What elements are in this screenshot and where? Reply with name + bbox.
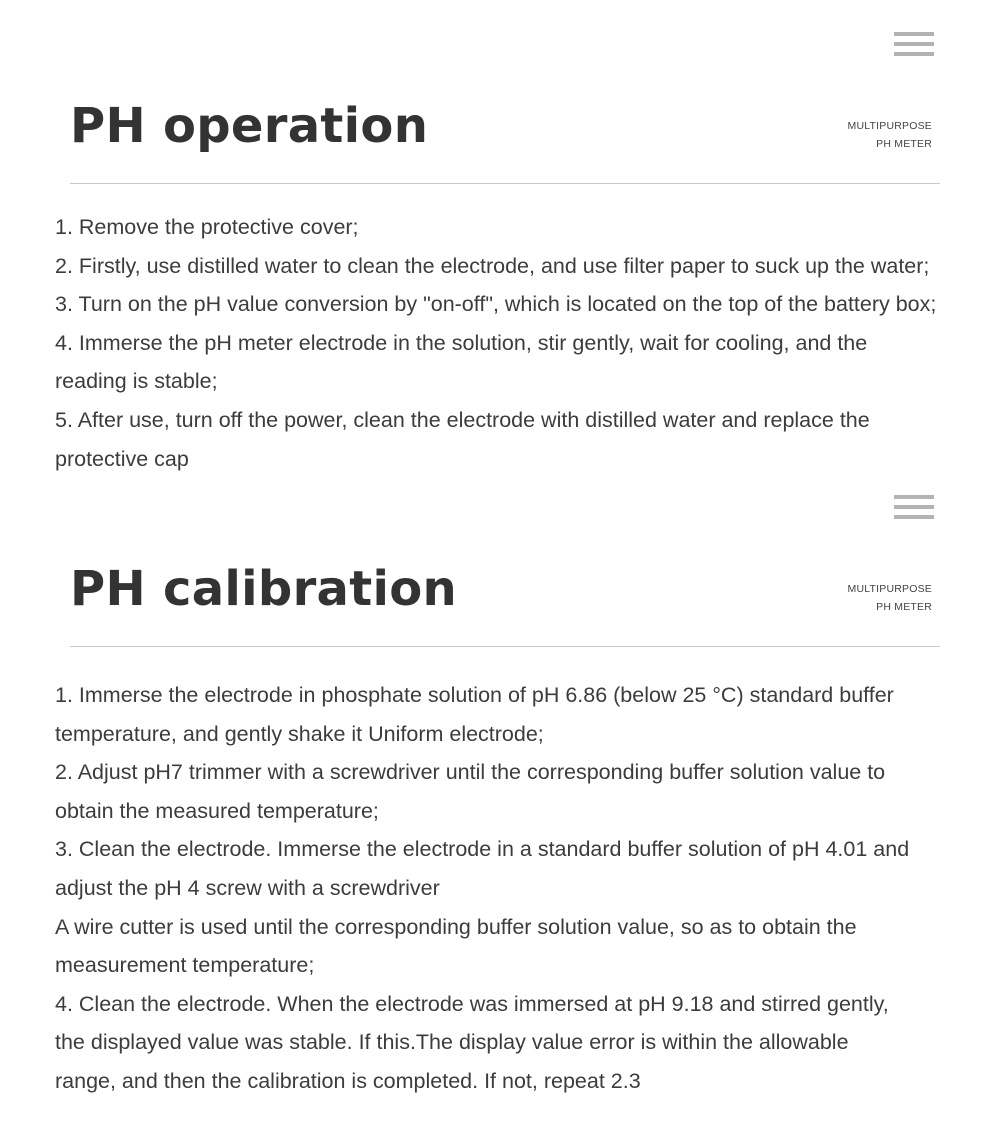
calibration-tag [848,580,932,616]
calibration-step: 4. Clean the electrode. When the electrode was immersed at pH 9.18 and stirred gently, the displayed value was stable. If this.The display value error is within the allowable range, and then the calibration is completed. If not, repeat 2.3 [55,991,889,1093]
section-divider [70,646,940,647]
menu-bar [894,505,934,509]
menu-icon[interactable] [894,32,934,58]
menu-bar [894,52,934,56]
operation-step: 3. Turn on the pH value conversion by "on-off", which is located on the top of the battery box; [55,292,937,317]
operation-steps [55,208,965,478]
menu-icon[interactable] [894,495,934,521]
operation-title: PH operation [70,98,429,154]
tag-line-1: MULTIPURPOSE [847,120,932,132]
menu-bar [894,495,934,499]
calibration-steps [55,676,915,1101]
calibration-step: 2. Adjust pH7 trimmer with a screwdriver until the corresponding buffer solution value to obtain the measured temperature; [55,760,886,823]
menu-bar [894,32,934,36]
calibration-step: 1. Immerse the electrode in phosphate solution of pH 6.86 (below 25 °C) standard buffer temperature, and gently shake it Uniform electrode; [55,683,894,746]
tag-line-2: PH METER [876,601,932,613]
tag-line-1: MULTIPURPOSE [847,583,932,595]
operation-tag [848,117,932,153]
calibration-title: PH calibration [70,561,457,617]
section-divider [70,183,940,184]
operation-step: 5. After use, turn off the power, clean the electrode with distilled water and replace the protective cap [55,407,870,471]
menu-bar [894,515,934,519]
menu-bar [894,42,934,46]
operation-step: 1. Remove the protective cover; [55,215,359,239]
tag-line-2: PH METER [876,138,932,150]
operation-step: 4. Immerse the pH meter electrode in the solution, stir gently, wait for cooling, and the reading is stable; [55,330,868,394]
calibration-step: 3. Clean the electrode. Immerse the electrode in a standard buffer solution of pH 4.01 and adjust the pH 4 screw with a screwdriver [55,837,910,900]
calibration-step: A wire cutter is used until the corresponding buffer solution value, so as to obtain the measurement temperature; [55,914,857,978]
operation-step: 2. Firstly, use distilled water to clean the electrode, and use filter paper to suck up the water; [55,253,930,278]
